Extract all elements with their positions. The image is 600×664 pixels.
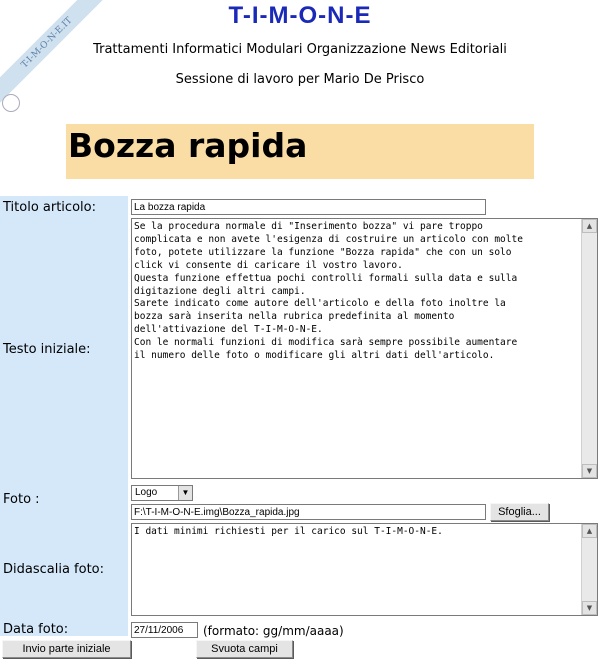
caption-scrollbar[interactable] [581,524,597,615]
app-subtitle: Trattamenti Informatici Modulari Organizzazione News Editoriali [93,42,507,57]
browse-button[interactable]: Sfoglia... [490,503,549,521]
title-input[interactable] [131,199,486,215]
photo-label: Foto : [3,492,40,507]
scroll-up-icon[interactable]: ▲ [582,219,597,233]
text-content: Se la procedura normale di "Inserimento bozza" vi pare troppo complicata e non avete l'esigenza di costruire un articolo con molte foto, potete utilizzare la funzione "Bozza rapida" che con un solo click vi consente di caricare il vostro lavoro. Questa funzione effettua pochi controlli formali sulla data e sulla digitazione degli altri campi. Sarete indicato come autore dell'articolo e della foto inoltre la bozza sarà inserita nella rubrica predefinita al momento dell'attivazione del T-I-M-O-N-E. Con le normali funzioni di modifica sarà sempre possibile aumentare il numero delle foto o modificare gli altri dati dell'articolo. [134,221,523,362]
text-textarea[interactable] [131,218,598,479]
text-label: Testo iniziale: [3,342,91,357]
caption-label: Didascalia foto: [3,562,105,577]
caption-content: I dati minimi richiesti per il carico sul T-I-M-O-N-E. [134,526,443,537]
photo-type-value: Logo [135,487,158,498]
clear-button[interactable]: Svuota campi [196,640,293,658]
date-format-hint: (formato: gg/mm/aaaa) [203,624,344,638]
page-title: Bozza rapida [66,124,534,179]
scroll-down-icon[interactable]: ▼ [582,601,597,615]
text-scrollbar[interactable] [581,219,597,478]
session-info: Sessione di lavoro per Mario De Prisco [175,72,425,87]
photo-path-input[interactable] [131,504,486,520]
date-input[interactable] [131,622,198,638]
logo-circle-icon [2,94,20,112]
scroll-down-icon[interactable]: ▼ [582,464,597,478]
logo-text: T-I-M-O-N-E.IT [19,15,75,71]
title-label: Titolo articolo: [3,200,96,215]
date-label: Data foto: [3,622,69,637]
app-title: T-I-M-O-N-E [228,2,372,29]
submit-button[interactable]: Invio parte iniziale [2,640,131,658]
photo-type-select[interactable] [131,485,193,501]
chevron-down-icon[interactable]: ▼ [178,486,192,500]
scroll-up-icon[interactable]: ▲ [582,524,597,538]
caption-textarea[interactable] [131,523,598,616]
